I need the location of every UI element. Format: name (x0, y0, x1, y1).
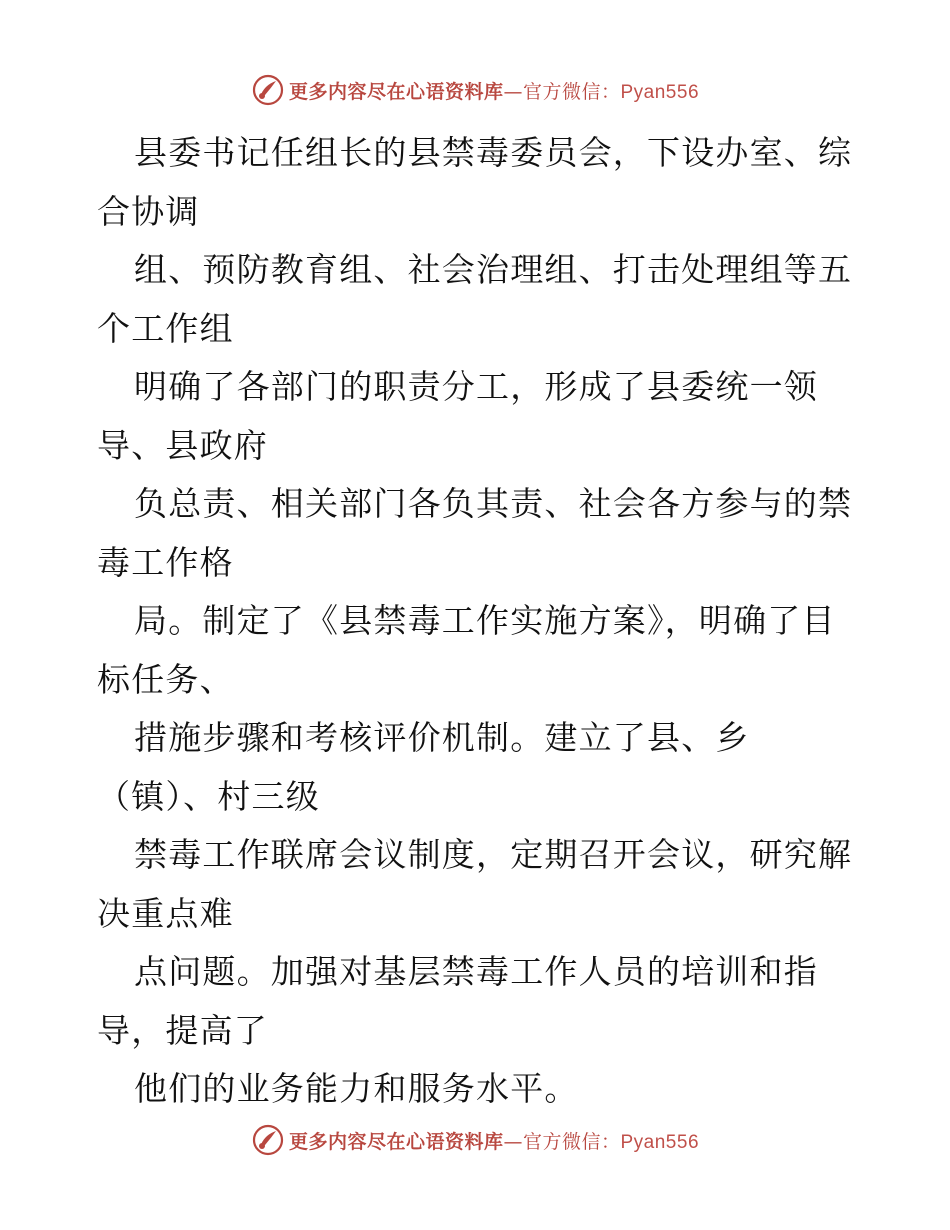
body-line: 个工作组 (97, 308, 234, 348)
body-line: 禁毒工作联席会议制度，定期召开会议，研究解 (134, 835, 853, 874)
watermark-main: 更多内容尽在心语资料库 (288, 80, 504, 103)
watermark-id: Pyan556 (620, 1131, 700, 1153)
body-line: 措施步骤和考核评价机制。建立了县、乡 (134, 718, 750, 757)
header-watermark (0, 70, 950, 110)
body-line: 合协调 (97, 191, 200, 231)
body-line: 他们的业务能力和服务水平。 (134, 1069, 579, 1108)
body-line: 决重点难 (97, 893, 234, 933)
body-line: 负总责、相关部门各负其责、社会各方参与的禁 (134, 484, 853, 523)
brush-logo-icon (251, 73, 285, 107)
body-line: （镇）、村三级 (97, 776, 320, 816)
body-line: 标任务、 (97, 659, 234, 699)
body-line: 县委书记任组长的县禁毒委员会，下设办室、综 (134, 133, 853, 172)
watermark-dash: — (503, 1130, 523, 1153)
watermark-main: 更多内容尽在心语资料库 (288, 1130, 504, 1153)
body-line: 组、预防教育组、社会治理组、打击处理组等五 (134, 250, 853, 289)
watermark-dash: — (503, 80, 523, 103)
body-line: 毒工作格 (97, 542, 234, 582)
brush-logo-icon (251, 1123, 285, 1157)
watermark-id: Pyan556 (620, 81, 700, 103)
body-line: 明确了各部门的职责分工，形成了县委统一领 (134, 367, 818, 406)
body-line: 导、县政府 (97, 425, 268, 465)
watermark-text (289, 77, 699, 104)
watermark-text (289, 1127, 699, 1154)
body-line: 局。制定了《县禁毒工作实施方案》，明确了目 (134, 601, 836, 640)
footer-watermark (0, 1120, 950, 1160)
watermark-wechat: 官方微信： (522, 1130, 621, 1153)
body-line: 点问题。加强对基层禁毒工作人员的培训和指 (134, 952, 818, 991)
document-body (97, 124, 857, 1119)
body-line: 导，提高了 (97, 1010, 268, 1050)
watermark-wechat: 官方微信： (522, 80, 621, 103)
